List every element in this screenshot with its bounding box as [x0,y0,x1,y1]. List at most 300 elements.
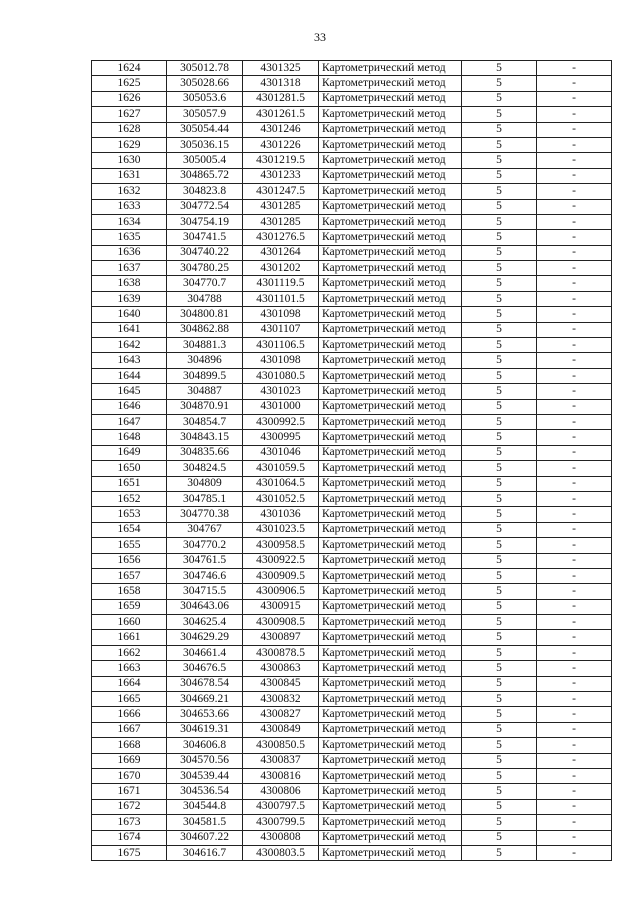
point-number-cell: 1640 [92,307,167,322]
point-number-cell: 1633 [92,199,167,214]
method-cell: Картометрический метод [319,214,462,229]
table-row [92,830,612,845]
point-number-cell: 1647 [92,414,167,429]
x-coordinate-cell: 304870.91 [167,399,243,414]
error-cell: 5 [462,738,537,753]
error-cell: 5 [462,414,537,429]
method-cell: Картометрический метод [319,353,462,368]
note-cell: - [537,199,612,214]
error-cell: 5 [462,692,537,707]
method-cell: Картометрический метод [319,553,462,568]
x-coordinate-cell: 304862.88 [167,322,243,337]
point-number-cell: 1669 [92,753,167,768]
error-cell: 5 [462,768,537,783]
note-cell: - [537,353,612,368]
point-number-cell: 1668 [92,738,167,753]
table-row [92,722,612,737]
x-coordinate-cell: 305057.9 [167,107,243,122]
error-cell: 5 [462,168,537,183]
error-cell: 5 [462,830,537,845]
error-cell: 5 [462,630,537,645]
method-cell: Картометрический метод [319,91,462,106]
error-cell: 5 [462,199,537,214]
error-cell: 5 [462,784,537,799]
method-cell: Картометрический метод [319,722,462,737]
table-row [92,615,612,630]
x-coordinate-cell: 304619.31 [167,722,243,737]
y-coordinate-cell: 4301023 [243,384,319,399]
point-number-cell: 1666 [92,707,167,722]
note-cell: - [537,553,612,568]
error-cell: 5 [462,368,537,383]
note-cell: - [537,845,612,860]
table-row [92,399,612,414]
note-cell: - [537,399,612,414]
x-coordinate-cell: 304741.5 [167,230,243,245]
y-coordinate-cell: 4300908.5 [243,615,319,630]
note-cell: - [537,430,612,445]
note-cell: - [537,615,612,630]
method-cell: Картометрический метод [319,461,462,476]
method-cell: Картометрический метод [319,738,462,753]
table-row [92,553,612,568]
x-coordinate-cell: 304625.4 [167,615,243,630]
x-coordinate-cell: 304754.19 [167,214,243,229]
table-row [92,661,612,676]
point-number-cell: 1674 [92,830,167,845]
table-row [92,815,612,830]
note-cell: - [537,230,612,245]
note-cell: - [537,184,612,199]
y-coordinate-cell: 4300897 [243,630,319,645]
error-cell: 5 [462,137,537,152]
y-coordinate-cell: 4300849 [243,722,319,737]
y-coordinate-cell: 4301261.5 [243,107,319,122]
y-coordinate-cell: 4301226 [243,137,319,152]
x-coordinate-cell: 304824.5 [167,461,243,476]
table-row [92,245,612,260]
error-cell: 5 [462,430,537,445]
note-cell: - [537,107,612,122]
y-coordinate-cell: 4300863 [243,661,319,676]
error-cell: 5 [462,61,537,76]
y-coordinate-cell: 4301101.5 [243,291,319,306]
error-cell: 5 [462,491,537,506]
x-coordinate-cell: 304881.3 [167,338,243,353]
table-row [92,353,612,368]
x-coordinate-cell: 305028.66 [167,76,243,91]
table-row [92,368,612,383]
x-coordinate-cell: 304770.38 [167,507,243,522]
point-number-cell: 1651 [92,476,167,491]
x-coordinate-cell: 304788 [167,291,243,306]
method-cell: Картометрический метод [319,615,462,630]
error-cell: 5 [462,507,537,522]
x-coordinate-cell: 304740.22 [167,245,243,260]
method-cell: Картометрический метод [319,230,462,245]
x-coordinate-cell: 304544.8 [167,799,243,814]
x-coordinate-cell: 304772.54 [167,199,243,214]
x-coordinate-cell: 304854.7 [167,414,243,429]
y-coordinate-cell: 4300799.5 [243,815,319,830]
table-row [92,738,612,753]
x-coordinate-cell: 304746.6 [167,568,243,583]
table-row [92,276,612,291]
error-cell: 5 [462,799,537,814]
error-cell: 5 [462,291,537,306]
y-coordinate-cell: 4301285 [243,214,319,229]
note-cell: - [537,522,612,537]
table-row [92,630,612,645]
method-cell: Картометрический метод [319,692,462,707]
coordinates-table [91,60,612,861]
point-number-cell: 1655 [92,538,167,553]
method-cell: Картометрический метод [319,399,462,414]
method-cell: Картометрический метод [319,338,462,353]
y-coordinate-cell: 4300850.5 [243,738,319,753]
y-coordinate-cell: 4300816 [243,768,319,783]
y-coordinate-cell: 4301119.5 [243,276,319,291]
x-coordinate-cell: 304887 [167,384,243,399]
y-coordinate-cell: 4301023.5 [243,522,319,537]
y-coordinate-cell: 4300906.5 [243,584,319,599]
point-number-cell: 1632 [92,184,167,199]
error-cell: 5 [462,538,537,553]
y-coordinate-cell: 4301281.5 [243,91,319,106]
point-number-cell: 1627 [92,107,167,122]
y-coordinate-cell: 4300803.5 [243,845,319,860]
note-cell: - [537,738,612,753]
y-coordinate-cell: 4300806 [243,784,319,799]
error-cell: 5 [462,645,537,660]
point-number-cell: 1649 [92,445,167,460]
method-cell: Картометрический метод [319,830,462,845]
point-number-cell: 1645 [92,384,167,399]
y-coordinate-cell: 4300909.5 [243,568,319,583]
note-cell: - [537,153,612,168]
table-row [92,645,612,660]
method-cell: Картометрический метод [319,768,462,783]
method-cell: Картометрический метод [319,522,462,537]
y-coordinate-cell: 4301246 [243,122,319,137]
point-number-cell: 1644 [92,368,167,383]
error-cell: 5 [462,338,537,353]
note-cell: - [537,338,612,353]
point-number-cell: 1648 [92,430,167,445]
error-cell: 5 [462,276,537,291]
note-cell: - [537,707,612,722]
note-cell: - [537,414,612,429]
x-coordinate-cell: 305036.15 [167,137,243,152]
table-row [92,522,612,537]
y-coordinate-cell: 4301106.5 [243,338,319,353]
note-cell: - [537,214,612,229]
method-cell: Картометрический метод [319,645,462,660]
x-coordinate-cell: 304896 [167,353,243,368]
error-cell: 5 [462,384,537,399]
table-row [92,707,612,722]
x-coordinate-cell: 304770.2 [167,538,243,553]
point-number-cell: 1634 [92,214,167,229]
x-coordinate-cell: 304581.5 [167,815,243,830]
x-coordinate-cell: 304643.06 [167,599,243,614]
table-row [92,61,612,76]
x-coordinate-cell: 304661.4 [167,645,243,660]
y-coordinate-cell: 4300808 [243,830,319,845]
table-row [92,107,612,122]
note-cell: - [537,261,612,276]
method-cell: Картометрический метод [319,753,462,768]
table-row [92,199,612,214]
table-row [92,261,612,276]
point-number-cell: 1652 [92,491,167,506]
table-row [92,122,612,137]
table-row [92,338,612,353]
note-cell: - [537,491,612,506]
y-coordinate-cell: 4301285 [243,199,319,214]
point-number-cell: 1671 [92,784,167,799]
point-number-cell: 1660 [92,615,167,630]
note-cell: - [537,307,612,322]
point-number-cell: 1673 [92,815,167,830]
method-cell: Картометрический метод [319,322,462,337]
x-coordinate-cell: 305005.4 [167,153,243,168]
method-cell: Картометрический метод [319,707,462,722]
x-coordinate-cell: 304539.44 [167,768,243,783]
method-cell: Картометрический метод [319,476,462,491]
note-cell: - [537,368,612,383]
x-coordinate-cell: 304835.66 [167,445,243,460]
x-coordinate-cell: 304616.7 [167,845,243,860]
method-cell: Картометрический метод [319,445,462,460]
point-number-cell: 1642 [92,338,167,353]
method-cell: Картометрический метод [319,107,462,122]
table-row [92,414,612,429]
method-cell: Картометрический метод [319,61,462,76]
error-cell: 5 [462,445,537,460]
note-cell: - [537,322,612,337]
table-row [92,184,612,199]
page-number: 33 [314,30,326,44]
x-coordinate-cell: 305054.44 [167,122,243,137]
point-number-cell: 1631 [92,168,167,183]
error-cell: 5 [462,845,537,860]
y-coordinate-cell: 4300995 [243,430,319,445]
table-row [92,676,612,691]
table-row [92,291,612,306]
method-cell: Картометрический метод [319,799,462,814]
table-row [92,76,612,91]
y-coordinate-cell: 4300837 [243,753,319,768]
point-number-cell: 1657 [92,568,167,583]
method-cell: Картометрический метод [319,507,462,522]
y-coordinate-cell: 4301276.5 [243,230,319,245]
table-row [92,230,612,245]
point-number-cell: 1646 [92,399,167,414]
table-row [92,507,612,522]
y-coordinate-cell: 4300922.5 [243,553,319,568]
error-cell: 5 [462,153,537,168]
error-cell: 5 [462,245,537,260]
error-cell: 5 [462,214,537,229]
note-cell: - [537,645,612,660]
method-cell: Картометрический метод [319,815,462,830]
method-cell: Картометрический метод [319,199,462,214]
y-coordinate-cell: 4301202 [243,261,319,276]
table-row [92,491,612,506]
error-cell: 5 [462,815,537,830]
point-number-cell: 1672 [92,799,167,814]
note-cell: - [537,768,612,783]
error-cell: 5 [462,91,537,106]
y-coordinate-cell: 4301080.5 [243,368,319,383]
error-cell: 5 [462,661,537,676]
point-number-cell: 1670 [92,768,167,783]
point-number-cell: 1665 [92,692,167,707]
method-cell: Картометрический метод [319,599,462,614]
note-cell: - [537,815,612,830]
method-cell: Картометрический метод [319,368,462,383]
error-cell: 5 [462,107,537,122]
method-cell: Картометрический метод [319,153,462,168]
error-cell: 5 [462,399,537,414]
table-row [92,599,612,614]
note-cell: - [537,676,612,691]
table-row [92,322,612,337]
y-coordinate-cell: 4301052.5 [243,491,319,506]
table-row [92,307,612,322]
error-cell: 5 [462,322,537,337]
y-coordinate-cell: 4300958.5 [243,538,319,553]
table-row [92,845,612,860]
note-cell: - [537,661,612,676]
x-coordinate-cell: 304669.21 [167,692,243,707]
method-cell: Картометрический метод [319,76,462,91]
note-cell: - [537,137,612,152]
method-cell: Картометрический метод [319,122,462,137]
method-cell: Картометрический метод [319,414,462,429]
point-number-cell: 1659 [92,599,167,614]
note-cell: - [537,538,612,553]
point-number-cell: 1650 [92,461,167,476]
point-number-cell: 1661 [92,630,167,645]
y-coordinate-cell: 4300845 [243,676,319,691]
table-row [92,91,612,106]
x-coordinate-cell: 304899.5 [167,368,243,383]
x-coordinate-cell: 304823.8 [167,184,243,199]
y-coordinate-cell: 4300832 [243,692,319,707]
method-cell: Картометрический метод [319,584,462,599]
table-row [92,568,612,583]
table-row [92,476,612,491]
error-cell: 5 [462,476,537,491]
table-row [92,214,612,229]
table-row [92,461,612,476]
x-coordinate-cell: 304629.29 [167,630,243,645]
note-cell: - [537,122,612,137]
point-number-cell: 1653 [92,507,167,522]
x-coordinate-cell: 304607.22 [167,830,243,845]
method-cell: Картометрический метод [319,307,462,322]
y-coordinate-cell: 4300797.5 [243,799,319,814]
method-cell: Картометрический метод [319,384,462,399]
point-number-cell: 1658 [92,584,167,599]
note-cell: - [537,76,612,91]
y-coordinate-cell: 4301098 [243,307,319,322]
y-coordinate-cell: 4301000 [243,399,319,414]
error-cell: 5 [462,615,537,630]
note-cell: - [537,507,612,522]
note-cell: - [537,91,612,106]
point-number-cell: 1626 [92,91,167,106]
note-cell: - [537,384,612,399]
method-cell: Картометрический метод [319,430,462,445]
table-row [92,137,612,152]
point-number-cell: 1663 [92,661,167,676]
method-cell: Картометрический метод [319,276,462,291]
note-cell: - [537,830,612,845]
method-cell: Картометрический метод [319,291,462,306]
y-coordinate-cell: 4300878.5 [243,645,319,660]
x-coordinate-cell: 304770.7 [167,276,243,291]
table-row [92,384,612,399]
note-cell: - [537,753,612,768]
note-cell: - [537,584,612,599]
error-cell: 5 [462,122,537,137]
point-number-cell: 1635 [92,230,167,245]
point-number-cell: 1641 [92,322,167,337]
error-cell: 5 [462,353,537,368]
x-coordinate-cell: 304715.5 [167,584,243,599]
point-number-cell: 1664 [92,676,167,691]
error-cell: 5 [462,599,537,614]
error-cell: 5 [462,753,537,768]
method-cell: Картометрический метод [319,661,462,676]
y-coordinate-cell: 4301219.5 [243,153,319,168]
table-row [92,445,612,460]
y-coordinate-cell: 4301064.5 [243,476,319,491]
x-coordinate-cell: 304865.72 [167,168,243,183]
y-coordinate-cell: 4300827 [243,707,319,722]
note-cell: - [537,168,612,183]
note-cell: - [537,630,612,645]
error-cell: 5 [462,261,537,276]
table-row [92,153,612,168]
y-coordinate-cell: 4300992.5 [243,414,319,429]
x-coordinate-cell: 304785.1 [167,491,243,506]
point-number-cell: 1654 [92,522,167,537]
method-cell: Картометрический метод [319,630,462,645]
error-cell: 5 [462,230,537,245]
error-cell: 5 [462,584,537,599]
error-cell: 5 [462,184,537,199]
method-cell: Картометрический метод [319,245,462,260]
note-cell: - [537,61,612,76]
y-coordinate-cell: 4301264 [243,245,319,260]
error-cell: 5 [462,307,537,322]
method-cell: Картометрический метод [319,168,462,183]
method-cell: Картометрический метод [319,845,462,860]
x-coordinate-cell: 304678.54 [167,676,243,691]
note-cell: - [537,599,612,614]
note-cell: - [537,291,612,306]
error-cell: 5 [462,76,537,91]
x-coordinate-cell: 304761.5 [167,553,243,568]
method-cell: Картометрический метод [319,676,462,691]
method-cell: Картометрический метод [319,568,462,583]
x-coordinate-cell: 305053.6 [167,91,243,106]
point-number-cell: 1639 [92,291,167,306]
